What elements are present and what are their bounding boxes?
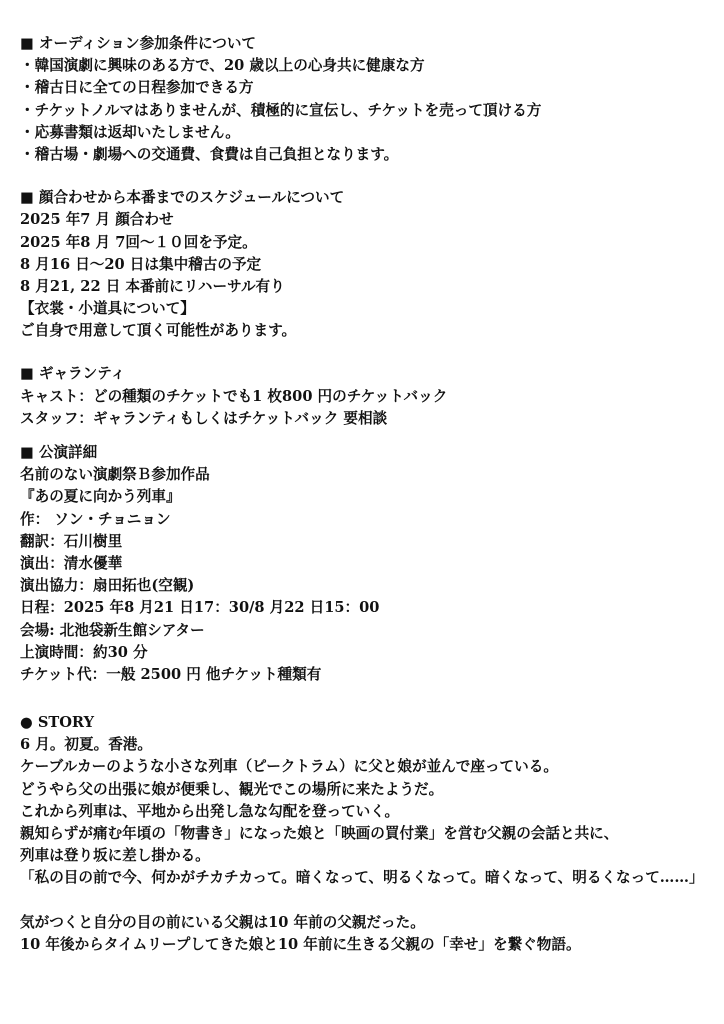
performance-item: 名前のない演劇祭Ｂ参加作品 (20, 466, 210, 484)
conditions-item: ・稽古日に全ての日程参加できる方 (20, 79, 254, 97)
schedule-item: 8 月21, 22 日 本番前にリハーサル有り (20, 277, 285, 295)
schedule-item: 2025 年8 月 7回～１０回を予定。 (20, 233, 257, 251)
story-line: 列車は登り坂に差し掛かる。 (20, 847, 210, 865)
conditions-heading: ■ オーディション参加条件について (20, 35, 257, 52)
spacer (20, 686, 710, 712)
story-line: 「私の目の前で今、何かがチカチカって。暗くなって、明るくなって。暗くなって、明るくなって……」 (20, 869, 704, 887)
guarantee-item: スタッフ：ギャランティもしくはチケットバック 要相談 (20, 409, 388, 427)
story-section (20, 712, 710, 956)
schedule-item: 8 月16 日～20 日は集中稽古の予定 (20, 255, 262, 273)
performance-item: 会場: 北池袋新生館シアター (20, 621, 205, 639)
performance-item: 日程：2025 年8 月21 日17：30/8 月22 日15：00 (20, 599, 380, 617)
story-line: 気がつくと自分の目の前にいる父親は10 年前の父親だった。 (20, 913, 425, 931)
performance-section (20, 442, 710, 686)
conditions-item: ・チケットノルマはありませんが、積極的に宣伝し、チケットを売って頂ける方 (20, 101, 542, 119)
spacer (20, 342, 710, 363)
performance-item: 上演時間：約30 分 (20, 643, 148, 661)
schedule-item: ご自身で用意して頂く可能性があります。 (20, 322, 297, 340)
document-page (20, 33, 710, 956)
story-heading: ● STORY (20, 714, 95, 732)
performance-item: 翻訳：石川樹里 (20, 532, 123, 550)
performance-item: チケット代：一般 2500 円 他チケット種類有 (20, 665, 322, 683)
schedule-item: 【衣裳・小道具について】 (20, 300, 195, 318)
story-line: 親知らずが痛む年頃の「物書き」になった娘と「映画の買付業」を営む父親の会話と共に、 (20, 825, 619, 842)
conditions-item: ・韓国演劇に興味のある方で、20 歳以上の心身共に健康な方 (20, 57, 425, 75)
story-line: これから列車は、平地から出発し急な勾配を登っていく。 (20, 802, 400, 820)
spacer (20, 430, 710, 442)
guarantee-heading: ■ ギャランティ (20, 365, 126, 383)
spacer (20, 166, 710, 187)
guarantee-section (20, 363, 710, 430)
conditions-item: ・応募書類は返却いたしません。 (20, 123, 240, 141)
story-line: ケーブルカーのような小さな列車（ピークトラム）に父と娘が並んで座っている。 (20, 758, 558, 776)
performance-heading: ■ 公演詳細 (20, 444, 98, 461)
guarantee-item: キャスト：どの種類のチケットでも1 枚800 円のチケットバック (20, 387, 448, 405)
story-line: 10 年後からタイムリープしてきた娘と10 年前に生きる父親の「幸せ」を繋ぐ物語。 (20, 935, 581, 953)
performance-item: 演出：清水優華 (20, 554, 123, 572)
schedule-item: 2025 年7 月 顔合わせ (20, 211, 174, 229)
performance-title: 『あの夏に向かう列車』 (20, 488, 181, 506)
schedule-section (20, 187, 710, 342)
story-line: どうやら父の出張に娘が便乗し、観光でこの場所に来たようだ。 (20, 780, 444, 798)
conditions-section (20, 33, 710, 166)
schedule-heading: ■ 顔合わせから本番までのスケジュールについて (20, 189, 345, 207)
conditions-item: ・稽古場・劇場への交通費、食費は自己負担となります。 (20, 145, 399, 163)
story-line: 6 月。初夏。香港。 (20, 736, 152, 754)
performance-item: 演出協力：扇田拓也(空観) (20, 577, 195, 595)
performance-item: 作： ソン・チョニョン (20, 510, 171, 528)
